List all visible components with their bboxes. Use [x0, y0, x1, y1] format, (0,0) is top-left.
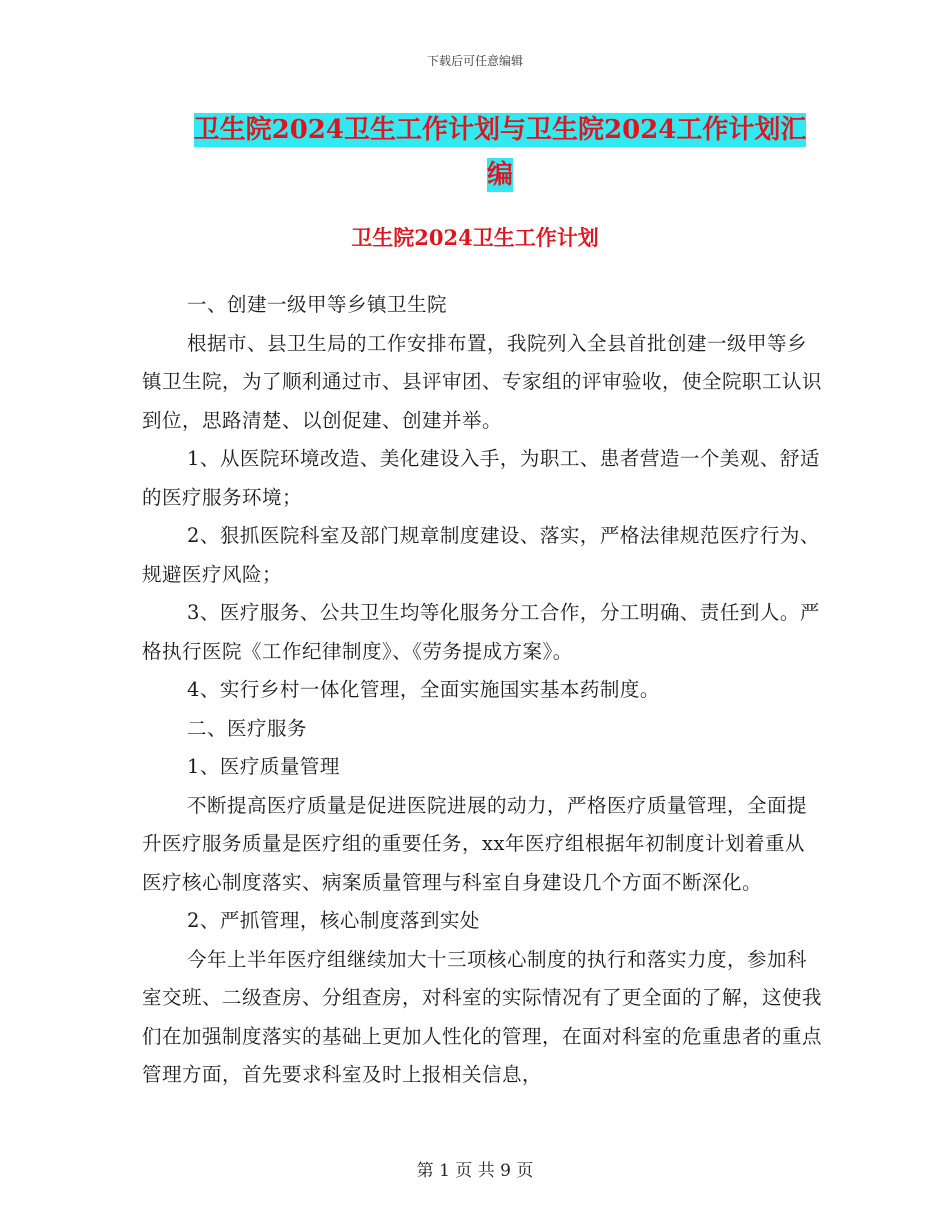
- list-item: 4、实行乡村一体化管理，全面实施国实基本药制度。: [187, 678, 660, 701]
- list-item: 1、从医院环境改造、美化建设入手，为职工、患者营造一个美观、舒适的医疗服务环境；: [142, 447, 820, 509]
- document-body: [142, 286, 822, 1095]
- heading-2: 二、医疗服务: [187, 716, 308, 740]
- page-footer: 第 1 页 共 9 页: [416, 1161, 534, 1181]
- subheading: 2、严抓管理，核心制度落到实处: [187, 909, 480, 932]
- section-title: 卫生院2024卫生工作计划: [351, 225, 599, 250]
- main-title-line1: 卫生院2024卫生工作计划与卫生院2024工作计划汇: [193, 115, 807, 145]
- main-title-line2: 编: [486, 160, 513, 190]
- list-item: 3、医疗服务、公共卫生均等化服务分工合作，分工明确、责任到人。严格执行医院《工作纪律制度》、《劳务提成方案》。: [142, 601, 820, 663]
- subheading: 1、医疗质量管理: [187, 755, 340, 778]
- list-item: 2、狠抓医院科室及部门规章制度建设、落实，严格法律规范医疗行为、规避医疗风险；: [142, 524, 820, 586]
- paragraph: 根据市、县卫生局的工作安排布置，我院列入全县首批创建一级甲等乡镇卫生院，为了顺利通过市、县评审团、专家组的评审验收，使全院职工认识到位，思路清楚、以创促建、创建并举。: [142, 331, 823, 432]
- paragraph: 不断提高医疗质量是促进医院进展的动力，严格医疗质量管理，全面提升医疗服务质量是医疗组的重要任务，xx年医疗组根据年初制度计划着重从医疗核心制度落实、病案质量管理与科室自身建设几个方面不断深化。: [142, 793, 808, 894]
- header-note: 下载后可任意编辑: [426, 54, 523, 68]
- heading-1: 一、创建一级甲等乡镇卫生院: [187, 293, 448, 316]
- main-title: [140, 108, 860, 198]
- paragraph: 今年上半年医疗组继续加大十三项核心制度的执行和落实力度，参加科室交班、二级查房、分组查房，对科室的实际情况有了更全面的了解，这使我们在加强制度落实的基础上更加人性化的管理，在面对科室的危重患者的重点管理方面，首先要求科室及时上报相关信息，: [142, 947, 823, 1086]
